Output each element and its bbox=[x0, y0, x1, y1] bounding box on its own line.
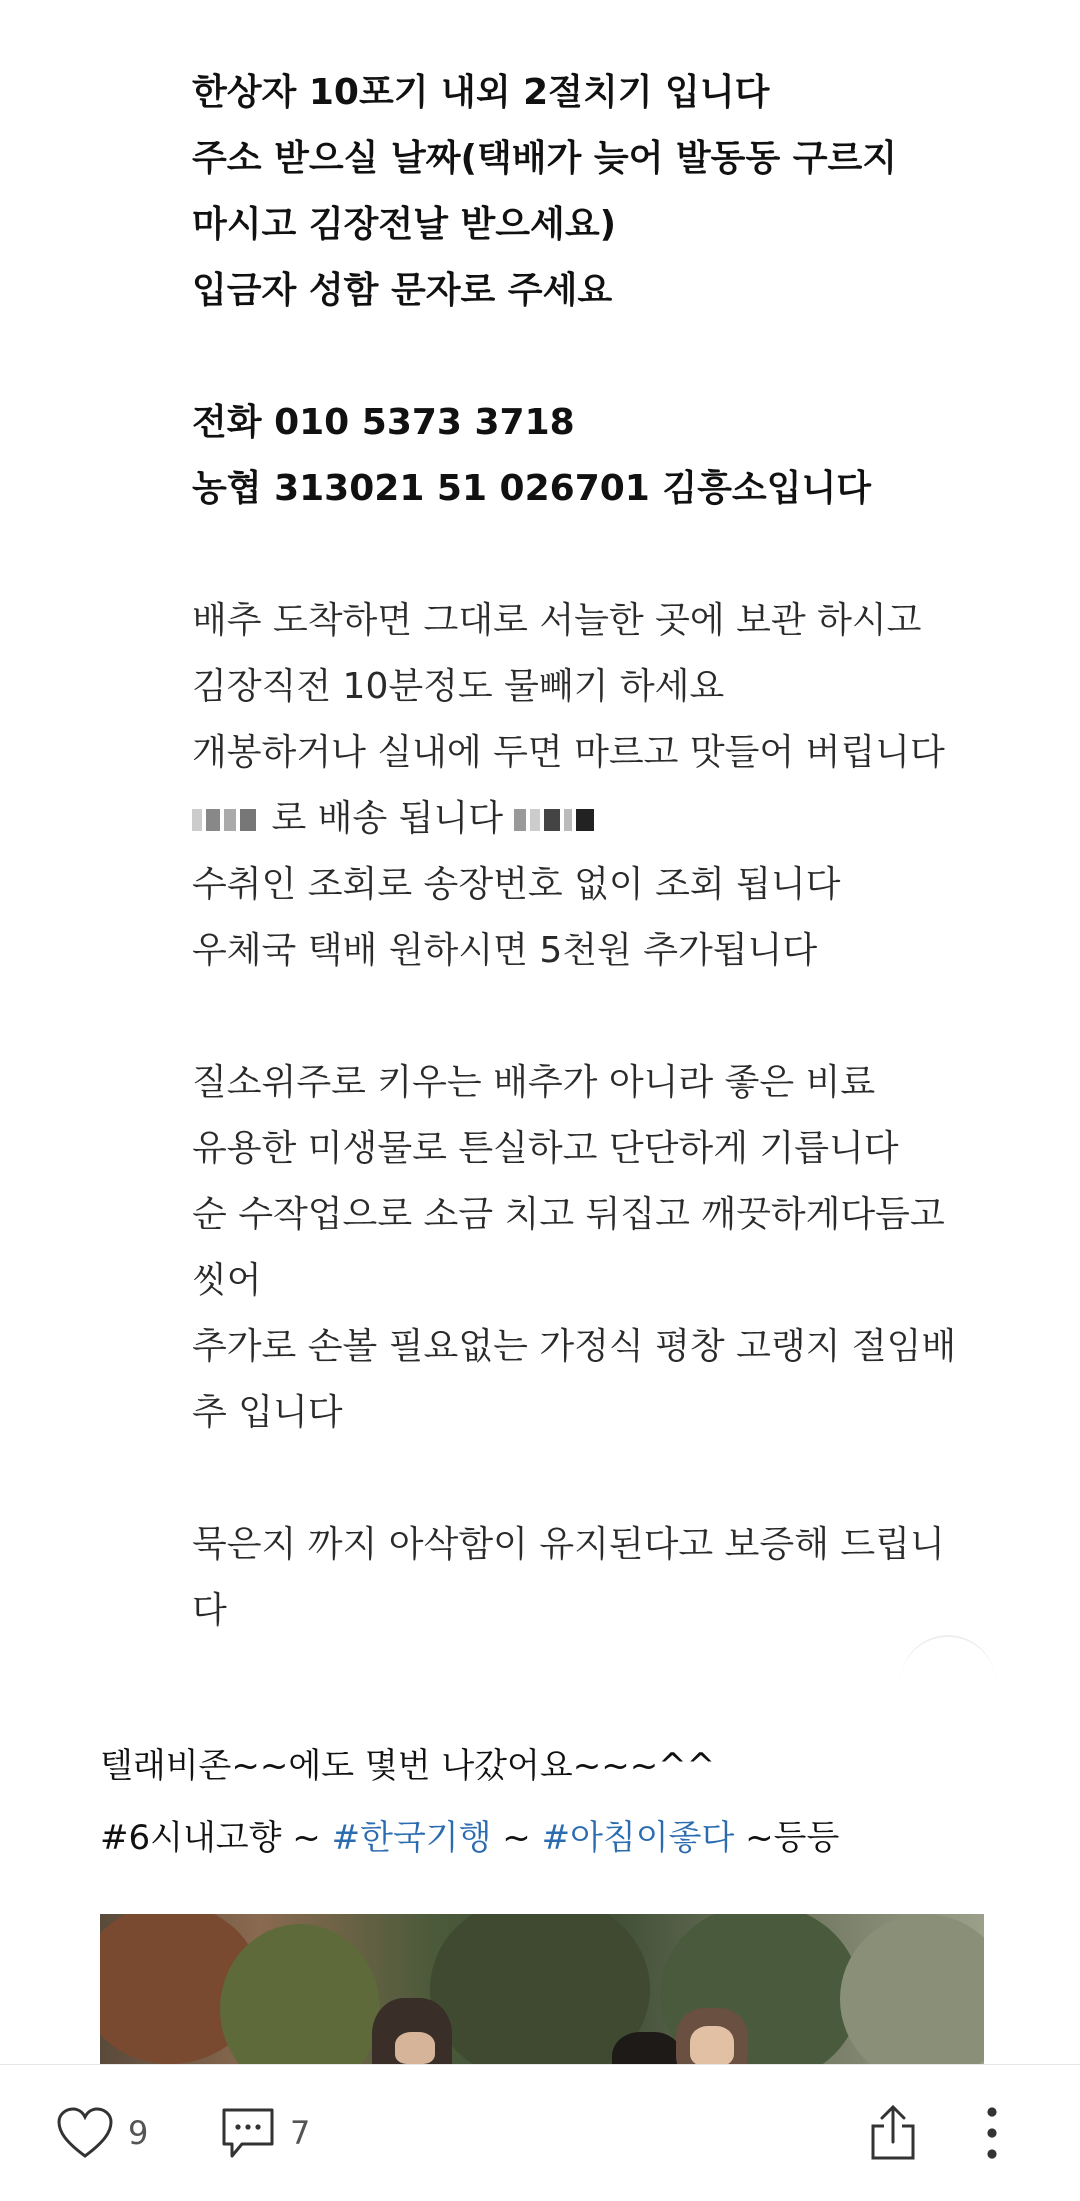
like-button[interactable] bbox=[56, 2065, 148, 2201]
notice-line: 배추 도착하면 그대로 서늘한 곳에 보관 하시고 bbox=[192, 600, 922, 641]
comment-count: 7 bbox=[290, 2114, 311, 2152]
notice-line: 우체국 택배 원하시면 5천원 추가됩니다 bbox=[192, 930, 818, 971]
notice-line: 추 입니다 bbox=[192, 1392, 343, 1433]
heart-icon bbox=[56, 2106, 114, 2160]
more-button[interactable] bbox=[986, 2065, 998, 2201]
phone-line: 전화 010 5373 3718 bbox=[192, 402, 575, 443]
notice-line: 묵은지 까지 아삭함이 유지된다고 보증해 드립니 bbox=[192, 1524, 945, 1565]
share-icon bbox=[868, 2104, 918, 2162]
comment-button[interactable] bbox=[220, 2065, 310, 2201]
more-icon bbox=[986, 2106, 998, 2160]
notice-text bbox=[192, 60, 957, 1644]
notice-line: 추가로 손볼 필요없는 가정식 평창 고랭지 절임배 bbox=[192, 1326, 957, 1367]
notice-line: 순 수작업으로 소금 치고 뒤집고 깨끗하게다듬고 bbox=[192, 1194, 945, 1235]
hashtag-link[interactable]: #한국기행 bbox=[331, 1818, 492, 1858]
pixelated-redaction bbox=[514, 798, 598, 839]
notice-line: 김장직전 10분정도 물빼기 하세요 bbox=[192, 666, 725, 707]
delivery-line: 로 배송 됩니다 bbox=[192, 786, 952, 852]
like-count: 9 bbox=[128, 2114, 149, 2152]
pixelated-redaction bbox=[192, 798, 271, 839]
faint-circle-overlay bbox=[900, 1635, 996, 1733]
notice-line: 수취인 조회로 송장번호 없이 조회 됩니다 bbox=[192, 864, 841, 905]
post-caption bbox=[100, 1730, 1000, 1874]
notice-line: 개봉하거나 실내에 두면 마르고 맛들어 버립니다 bbox=[192, 732, 945, 773]
post-photo[interactable] bbox=[100, 1914, 984, 2064]
notice-line: 질소위주로 키우는 배추가 아니라 좋은 비료 bbox=[192, 1062, 876, 1103]
notice-line: 마시고 김장전날 받으세요) bbox=[192, 204, 617, 245]
hashtag-link[interactable]: #아침이좋다 bbox=[541, 1818, 735, 1858]
comment-icon bbox=[220, 2106, 276, 2160]
notice-line: 한상자 10포기 내외 2절치기 입니다 bbox=[192, 72, 770, 113]
notice-line: 씻어 bbox=[192, 1260, 262, 1301]
caption-hashtags: #6시내고향 ~ #한국기행 ~ #아침이좋다 ~등등 bbox=[100, 1818, 840, 1858]
notice-line: 주소 받으실 날짜(택배가 늦어 발동동 구르지 bbox=[192, 138, 898, 179]
bottom-action-bar bbox=[0, 2064, 1080, 2201]
share-button[interactable] bbox=[868, 2065, 918, 2201]
notice-line: 다 bbox=[192, 1590, 227, 1631]
notice-line: 입금자 성함 문자로 주세요 bbox=[192, 270, 613, 311]
bank-line: 농협 313021 51 026701 김흥소입니다 bbox=[192, 468, 872, 509]
caption-line: 텔래비존~~에도 몇번 나갔어요~~~^^ bbox=[100, 1746, 716, 1786]
notice-line: 유용한 미생물로 튼실하고 단단하게 기릅니다 bbox=[192, 1128, 899, 1169]
